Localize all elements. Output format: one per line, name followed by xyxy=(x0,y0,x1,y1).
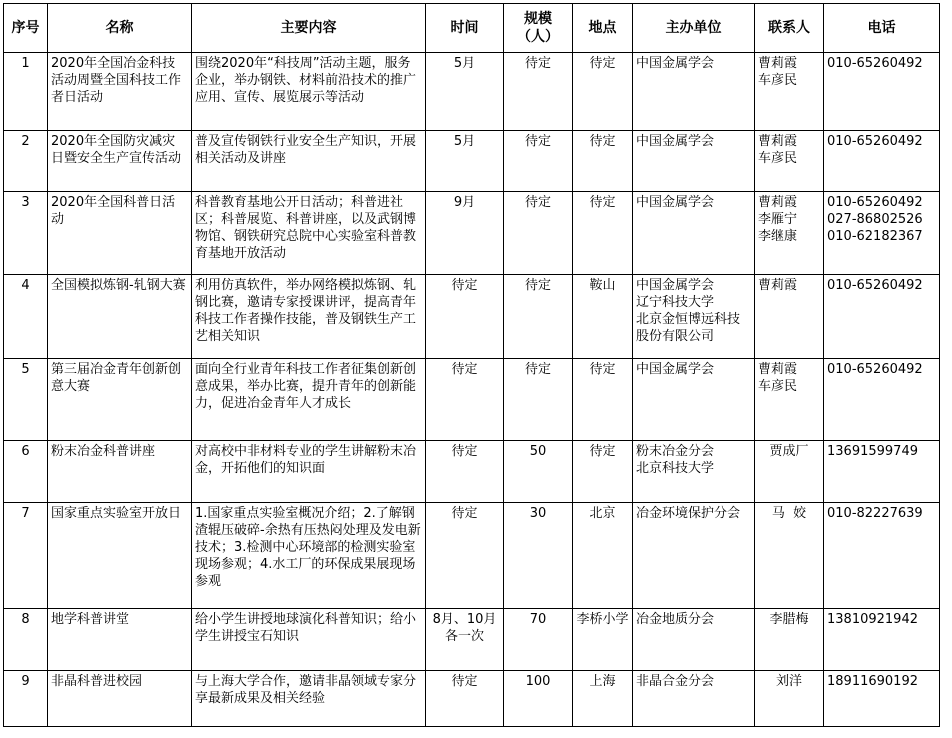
cell-time[interactable]: 待定 xyxy=(426,503,504,609)
header-phone[interactable]: 电话 xyxy=(824,4,940,53)
phone-line: 010-65260492 xyxy=(827,134,923,149)
cell-organizer[interactable] xyxy=(633,275,755,359)
table-row xyxy=(4,53,940,131)
cell-phone[interactable] xyxy=(824,359,940,441)
organizer-line: 辽宁科技大学 xyxy=(636,295,715,310)
phone-line: 010-65260492 xyxy=(827,56,923,71)
header-place[interactable]: 地点 xyxy=(573,4,633,53)
header-content[interactable]: 主要内容 xyxy=(192,4,426,53)
contact-line: 车彦民 xyxy=(758,151,798,166)
cell-scale[interactable]: 70 xyxy=(504,609,573,671)
cell-seq[interactable]: 4 xyxy=(4,275,48,359)
contact-line: 车彦民 xyxy=(758,73,798,88)
cell-place[interactable]: 待定 xyxy=(573,131,633,192)
cell-name[interactable]: 地学科普讲堂 xyxy=(48,609,192,671)
header-time[interactable]: 时间 xyxy=(426,4,504,53)
cell-contact[interactable] xyxy=(755,275,824,359)
cell-contact[interactable] xyxy=(755,53,824,131)
organizer-line: 中国金属学会 xyxy=(636,278,715,293)
table-row xyxy=(4,359,940,441)
cell-place[interactable]: 待定 xyxy=(573,53,633,131)
cell-name[interactable]: 国家重点实验室开放日 xyxy=(48,503,192,609)
cell-organizer[interactable] xyxy=(633,671,755,727)
cell-scale[interactable]: 待定 xyxy=(504,53,573,131)
cell-content[interactable]: 1.国家重点实验室概况介绍；2.了解钢渣辊压破碎-余热有压热闷处理及发电新技术；3.检测中心环境部的检测实验室现场参观；4.水工厂的环保成果展现场参观 xyxy=(192,503,426,609)
phone-line: 13810921942 xyxy=(827,612,918,627)
cell-content[interactable]: 围绕2020年“科技周”活动主题，服务企业，举办钢铁、材料前沿技术的推广应用、宣传、展览展示等活动 xyxy=(192,53,426,131)
phone-line: 010-65260492 xyxy=(827,278,923,293)
header-name[interactable]: 名称 xyxy=(48,4,192,53)
phone-line: 010-62182367 xyxy=(827,229,923,244)
cell-phone[interactable] xyxy=(824,441,940,503)
cell-scale[interactable]: 50 xyxy=(504,441,573,503)
cell-organizer[interactable] xyxy=(633,53,755,131)
cell-place[interactable]: 待定 xyxy=(573,359,633,441)
header-seq[interactable]: 序号 xyxy=(4,4,48,53)
cell-seq[interactable]: 7 xyxy=(4,503,48,609)
cell-name[interactable]: 非晶科普进校园 xyxy=(48,671,192,727)
cell-seq[interactable]: 9 xyxy=(4,671,48,727)
cell-name[interactable]: 2020年全国科普日活动 xyxy=(48,192,192,275)
cell-time[interactable]: 5月 xyxy=(426,53,504,131)
cell-content[interactable]: 给小学生讲授地球演化科普知识；给小学生讲授宝石知识 xyxy=(192,609,426,671)
cell-phone[interactable] xyxy=(824,609,940,671)
cell-scale[interactable]: 100 xyxy=(504,671,573,727)
cell-place[interactable]: 北京 xyxy=(573,503,633,609)
cell-contact[interactable] xyxy=(755,503,824,609)
cell-name[interactable]: 第三届冶金青年创新创意大赛 xyxy=(48,359,192,441)
cell-phone[interactable] xyxy=(824,503,940,609)
organizer-line: 中国金属学会 xyxy=(636,362,715,377)
contact-line: 李腊梅 xyxy=(769,612,809,627)
cell-organizer[interactable] xyxy=(633,441,755,503)
cell-time[interactable]: 待定 xyxy=(426,671,504,727)
organizer-line: 中国金属学会 xyxy=(636,195,715,210)
header-scale[interactable] xyxy=(504,4,573,53)
cell-time[interactable]: 待定 xyxy=(426,441,504,503)
cell-scale[interactable]: 待定 xyxy=(504,275,573,359)
cell-scale[interactable]: 待定 xyxy=(504,192,573,275)
cell-name[interactable]: 2020年全国冶金科技活动周暨全国科技工作者日活动 xyxy=(48,53,192,131)
header-row xyxy=(4,4,940,53)
cell-content[interactable]: 利用仿真软件，举办网络模拟炼钢、轧钢比赛，邀请专家授课讲评，提高青年科技工作者操作技能，普及钢铁生产工艺相关知识 xyxy=(192,275,426,359)
contact-line: 贾成厂 xyxy=(769,444,809,459)
cell-time[interactable]: 8月、10月各一次 xyxy=(426,609,504,671)
phone-line: 027-86802526 xyxy=(827,212,923,227)
contact-line: 李继康 xyxy=(758,229,798,244)
cell-name[interactable]: 2020年全国防灾减灾日暨安全生产宣传活动 xyxy=(48,131,192,192)
cell-seq[interactable]: 5 xyxy=(4,359,48,441)
cell-phone[interactable] xyxy=(824,275,940,359)
phone-line: 18911690192 xyxy=(827,674,918,689)
cell-phone[interactable] xyxy=(824,53,940,131)
cell-contact[interactable] xyxy=(755,359,824,441)
cell-organizer[interactable] xyxy=(633,359,755,441)
cell-contact[interactable] xyxy=(755,609,824,671)
cell-contact[interactable] xyxy=(755,131,824,192)
cell-organizer[interactable] xyxy=(633,192,755,275)
cell-content[interactable]: 普及宣传钢铁行业安全生产知识，开展相关活动及讲座 xyxy=(192,131,426,192)
organizer-line: 北京科技大学 xyxy=(636,461,715,476)
contact-line: 曹莉霞 xyxy=(758,362,798,377)
cell-scale[interactable]: 30 xyxy=(504,503,573,609)
cell-place[interactable]: 待定 xyxy=(573,441,633,503)
table-row xyxy=(4,192,940,275)
cell-seq[interactable]: 2 xyxy=(4,131,48,192)
organizer-line: 冶金环境保护分会 xyxy=(636,506,741,521)
organizer-line: 中国金属学会 xyxy=(636,56,715,71)
cell-place[interactable]: 待定 xyxy=(573,192,633,275)
table-row xyxy=(4,131,940,192)
cell-place[interactable]: 上海 xyxy=(573,671,633,727)
cell-organizer[interactable] xyxy=(633,503,755,609)
phone-line: 13691599749 xyxy=(827,444,918,459)
contact-line: 马 姣 xyxy=(771,506,807,521)
cell-phone[interactable] xyxy=(824,131,940,192)
phone-line: 010-82227639 xyxy=(827,506,923,521)
header-contact[interactable]: 联系人 xyxy=(755,4,824,53)
cell-scale[interactable]: 待定 xyxy=(504,131,573,192)
phone-line: 010-65260492 xyxy=(827,195,923,210)
cell-time[interactable]: 5月 xyxy=(426,131,504,192)
cell-content[interactable]: 科普教育基地公开日活动；科普进社区；科普展览、科普讲座，以及武钢博物馆、钢铁研究总院中心实验室科普教育基地开放活动 xyxy=(192,192,426,275)
table-row xyxy=(4,275,940,359)
cell-time[interactable]: 待定 xyxy=(426,359,504,441)
table-row xyxy=(4,503,940,609)
cell-contact[interactable] xyxy=(755,192,824,275)
table-row xyxy=(4,671,940,727)
table-row xyxy=(4,609,940,671)
contact-line: 曹莉霞 xyxy=(758,195,798,210)
organizer-line: 粉末冶金分会 xyxy=(636,444,715,459)
contact-line: 曹莉霞 xyxy=(758,56,798,71)
cell-contact[interactable] xyxy=(755,671,824,727)
cell-place[interactable]: 鞍山 xyxy=(573,275,633,359)
organizer-line: 非晶合金分会 xyxy=(636,674,715,689)
organizer-line: 北京金恒博远科技股份有限公司 xyxy=(636,312,741,344)
cell-time[interactable]: 9月 xyxy=(426,192,504,275)
cell-place[interactable]: 李桥小学 xyxy=(573,609,633,671)
organizer-line: 冶金地质分会 xyxy=(636,612,715,627)
cell-organizer[interactable] xyxy=(633,131,755,192)
contact-line: 车彦民 xyxy=(758,379,798,394)
cell-phone[interactable] xyxy=(824,192,940,275)
cell-name[interactable]: 粉末冶金科普讲座 xyxy=(48,441,192,503)
activity-table xyxy=(3,3,940,727)
cell-time[interactable]: 待定 xyxy=(426,275,504,359)
cell-content[interactable]: 对高校中非材料专业的学生讲解粉末冶金，开拓他们的知识面 xyxy=(192,441,426,503)
contact-line: 刘洋 xyxy=(775,674,802,689)
cell-scale[interactable]: 待定 xyxy=(504,359,573,441)
header-scale-line1: 规模 xyxy=(524,11,552,27)
cell-contact[interactable] xyxy=(755,441,824,503)
cell-seq[interactable]: 1 xyxy=(4,53,48,131)
header-organizer[interactable]: 主办单位 xyxy=(633,4,755,53)
cell-seq[interactable]: 8 xyxy=(4,609,48,671)
organizer-line: 中国金属学会 xyxy=(636,134,715,149)
cell-content[interactable]: 面向全行业青年科技工作者征集创新创意成果，举办比赛，提升青年的创新能力，促进冶金青年人才成长 xyxy=(192,359,426,441)
contact-line: 曹莉霞 xyxy=(758,278,798,293)
cell-content[interactable]: 与上海大学合作，邀请非晶领域专家分享最新成果及相关经验 xyxy=(192,671,426,727)
cell-name[interactable]: 全国模拟炼钢-轧钢大赛 xyxy=(48,275,192,359)
cell-seq[interactable]: 6 xyxy=(4,441,48,503)
contact-line: 李雁宁 xyxy=(758,212,798,227)
table-row xyxy=(4,441,940,503)
cell-phone[interactable] xyxy=(824,671,940,727)
header-scale-line2: （人） xyxy=(517,29,559,45)
cell-organizer[interactable] xyxy=(633,609,755,671)
cell-seq[interactable]: 3 xyxy=(4,192,48,275)
contact-line: 曹莉霞 xyxy=(758,134,798,149)
phone-line: 010-65260492 xyxy=(827,362,923,377)
